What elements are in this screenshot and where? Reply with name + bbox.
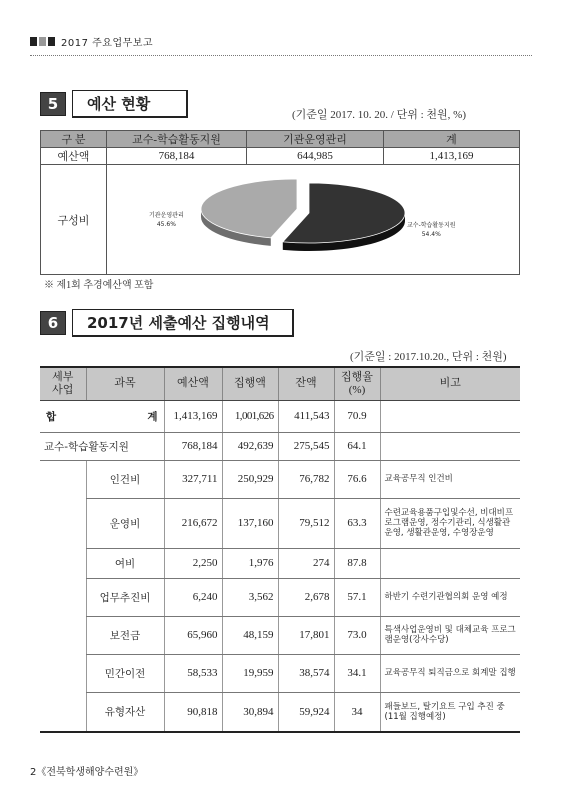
- exec-item-name: 업무추진비: [86, 578, 164, 616]
- budget-note: ※ 제1회 추경예산액 포함: [44, 280, 154, 291]
- exec-program-remain: 275,545: [278, 432, 334, 460]
- exec-program-label: 교수-학습활동지원: [40, 432, 164, 460]
- header-divider: [30, 55, 532, 56]
- exec-item-budget: 2,250: [164, 548, 222, 578]
- budget-amount-row: [41, 148, 520, 165]
- exec-header-row: [40, 367, 520, 400]
- section6-reference: (기준일 : 2017.10.20., 단위 : 천원): [350, 351, 507, 363]
- exec-item-remain: 79,512: [278, 498, 334, 548]
- exec-program-rate: 64.1: [334, 432, 380, 460]
- exec-item-rate: 76.6: [334, 460, 380, 498]
- page-header: [30, 34, 153, 49]
- chart-row-label: 구성비: [41, 165, 107, 275]
- exec-item-rate: 87.8: [334, 548, 380, 578]
- exec-item-remain: 2,678: [278, 578, 334, 616]
- budget-col-admin: 기관운영관리: [247, 131, 384, 148]
- exec-total-rate: 70.9: [334, 400, 380, 432]
- exec-total-budget: 1,413,169: [164, 400, 222, 432]
- exec-item-remark: 패들보드, 탈기요트 구입 추진 중(11월 집행예정): [380, 692, 520, 732]
- exec-item-remark: 교육공무직 퇴직금으로 회계말 집행: [380, 654, 520, 692]
- exec-item-budget: 65,960: [164, 616, 222, 654]
- exec-total-exec: 1,001,626: [222, 400, 278, 432]
- exec-item-rate: 63.3: [334, 498, 380, 548]
- exec-item-indent: [40, 692, 86, 732]
- exec-col-remark: 비고: [380, 367, 520, 400]
- exec-item-budget: 58,533: [164, 654, 222, 692]
- exec-item-remark: [380, 548, 520, 578]
- budget-value: 644,985: [247, 148, 384, 165]
- exec-item-name: 보전금: [86, 616, 164, 654]
- pie-label-admin: [149, 211, 184, 229]
- budget-table: [40, 130, 520, 275]
- exec-item-exec: 30,894: [222, 692, 278, 732]
- exec-item-budget: 327,711: [164, 460, 222, 498]
- exec-item-row: [40, 498, 520, 548]
- budget-col-program: 교수-학습활동지원: [107, 131, 247, 148]
- exec-item-remark: 교육공무직 인건비: [380, 460, 520, 498]
- exec-item-remain: 76,782: [278, 460, 334, 498]
- section5-number: 5: [40, 92, 66, 116]
- exec-item-indent: [40, 578, 86, 616]
- exec-col-item: 과목: [86, 367, 164, 400]
- section6-number: 6: [40, 311, 66, 335]
- exec-total-row: [40, 400, 520, 432]
- exec-item-row: [40, 692, 520, 732]
- exec-item-indent: [40, 460, 86, 498]
- exec-item-rate: 57.1: [334, 578, 380, 616]
- exec-item-row: [40, 578, 520, 616]
- exec-program-row: [40, 432, 520, 460]
- exec-item-name: 인건비: [86, 460, 164, 498]
- exec-col-remain: 잔액: [278, 367, 334, 400]
- exec-program-remark: [380, 432, 520, 460]
- exec-item-budget: 90,818: [164, 692, 222, 732]
- exec-item-row: [40, 616, 520, 654]
- exec-item-name: 민간이전: [86, 654, 164, 692]
- budget-col-total: 계: [384, 131, 520, 148]
- exec-item-indent: [40, 548, 86, 578]
- exec-item-indent: [40, 654, 86, 692]
- header-mark-icon: [39, 37, 46, 46]
- exec-item-name: 여비: [86, 548, 164, 578]
- exec-item-exec: 1,976: [222, 548, 278, 578]
- section5-reference: (기준일 2017. 10. 20. / 단위 : 천원, %): [292, 109, 466, 121]
- budget-value: 1,413,169: [384, 148, 520, 165]
- pie-label-program-pct: 54.4%: [421, 231, 441, 238]
- exec-item-name: 운영비: [86, 498, 164, 548]
- header-mark-icon: [48, 37, 55, 46]
- budget-chart-row: [41, 165, 520, 275]
- exec-total-label-b: 계: [86, 400, 164, 432]
- exec-item-remark: 하반기 수련기관협의회 운영 예정: [380, 578, 520, 616]
- header-title: 2017 주요업무보고: [61, 38, 154, 49]
- pie-label-program-name: 교수-학습활동지원: [407, 222, 456, 229]
- exec-col-rate: 집행율 (%): [334, 367, 380, 400]
- exec-program-exec: 492,639: [222, 432, 278, 460]
- section5-heading: [40, 90, 188, 118]
- exec-item-budget: 216,672: [164, 498, 222, 548]
- budget-col-category: 구 분: [41, 131, 107, 148]
- exec-item-budget: 6,240: [164, 578, 222, 616]
- page-footer: 2《전북학생해양수련원》: [30, 767, 144, 778]
- exec-item-rate: 34: [334, 692, 380, 732]
- exec-item-exec: 3,562: [222, 578, 278, 616]
- exec-item-remark: 수련교육용품구입및수선, 비대비프로그램운영, 정수기관리, 식생활관운영, 생활관운영, 수영장운영: [380, 498, 520, 548]
- expenditure-table: [40, 366, 520, 733]
- section5-title: 예산 현황: [72, 90, 188, 118]
- exec-item-indent: [40, 616, 86, 654]
- exec-total-remark: [380, 400, 520, 432]
- exec-item-indent: [40, 498, 86, 548]
- pie-chart-cell: [107, 165, 520, 275]
- exec-col-budget: 예산액: [164, 367, 222, 400]
- pie-label-admin-pct: 45.6%: [156, 221, 176, 228]
- exec-item-remark: 특색사업운영비 및 대체교육 프로그램운영(강사수당): [380, 616, 520, 654]
- exec-item-exec: 250,929: [222, 460, 278, 498]
- pie-label-admin-name: 기관운영관리: [149, 212, 184, 219]
- exec-item-exec: 137,160: [222, 498, 278, 548]
- exec-item-remain: 17,801: [278, 616, 334, 654]
- exec-item-exec: 48,159: [222, 616, 278, 654]
- budget-value: 768,184: [107, 148, 247, 165]
- exec-total-remain: 411,543: [278, 400, 334, 432]
- exec-item-remain: 59,924: [278, 692, 334, 732]
- exec-item-remain: 38,574: [278, 654, 334, 692]
- exec-col-exec: 집행액: [222, 367, 278, 400]
- exec-item-row: [40, 460, 520, 498]
- header-mark-icon: [30, 37, 37, 46]
- exec-item-row: [40, 654, 520, 692]
- exec-item-name: 유형자산: [86, 692, 164, 732]
- pie-label-program: [407, 221, 456, 239]
- section6-title: 2017년 세출예산 집행내역: [72, 309, 294, 337]
- exec-item-remain: 274: [278, 548, 334, 578]
- exec-item-exec: 19,959: [222, 654, 278, 692]
- exec-item-row: [40, 548, 520, 578]
- exec-item-rate: 34.1: [334, 654, 380, 692]
- exec-item-rate: 73.0: [334, 616, 380, 654]
- section6-heading: [40, 309, 294, 337]
- budget-row-label: 예산액: [41, 148, 107, 165]
- budget-header-row: [41, 131, 520, 148]
- exec-col-biz: 세부 사업: [40, 367, 86, 400]
- exec-total-label-a: 합: [40, 400, 86, 432]
- exec-program-budget: 768,184: [164, 432, 222, 460]
